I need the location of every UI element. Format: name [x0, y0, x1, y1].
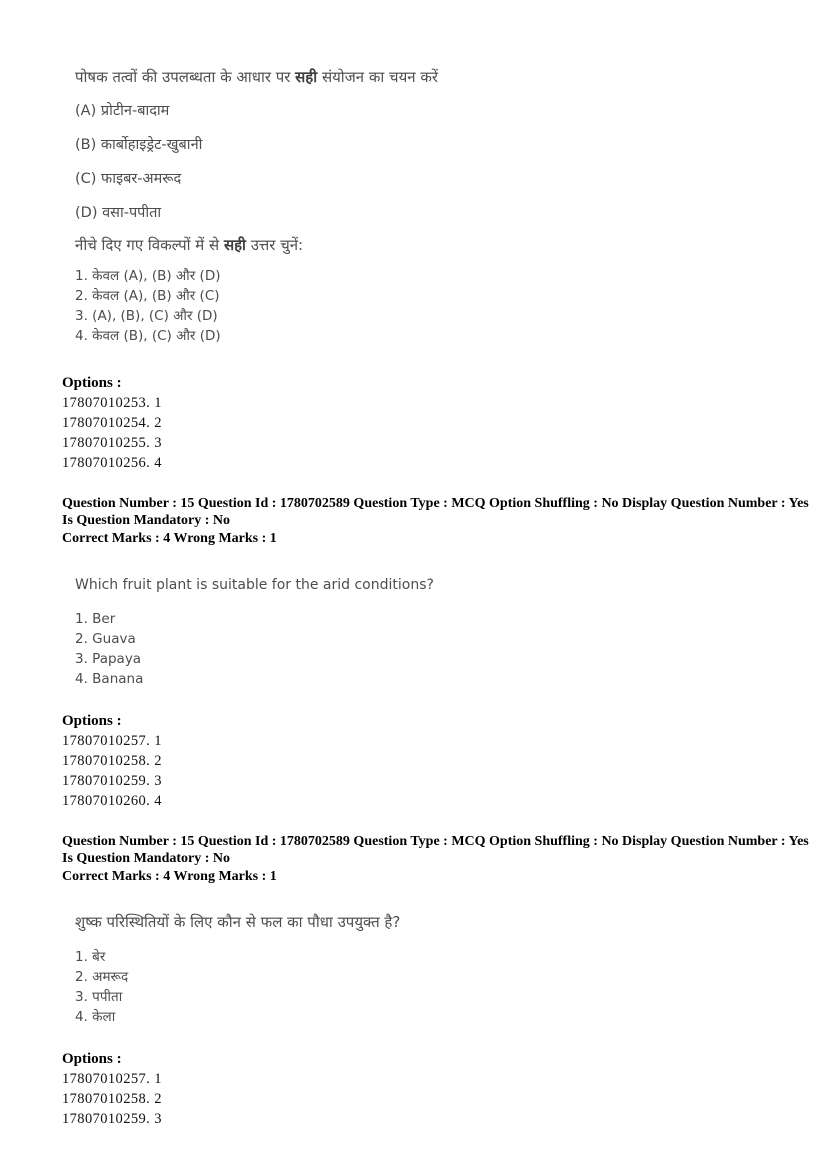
- question-meta-block-1: [62, 495, 826, 547]
- option-id-item: 17807010253. 1: [62, 395, 162, 411]
- choice-item-4: 4. केला: [75, 1009, 116, 1025]
- option-id-item: 17807010254. 2: [62, 415, 162, 431]
- options-id-block-1: [0, 374, 826, 473]
- statement-item-a: (A) प्रोटीन-बादाम: [75, 103, 170, 119]
- meta-line: Question Number : 15 Question Id : 1780702589 Question Type : MCQ Option Shuffling : No Display Question Number : Yes: [62, 834, 809, 849]
- choice-item-1: 1. Ber: [75, 611, 116, 627]
- choice-item-3: 3. पपीता: [75, 989, 123, 1005]
- options-id-block-3: [0, 1050, 826, 1129]
- statement-item-b: (B) कार्बोहाइड्रेट-खुबानी: [75, 137, 203, 153]
- choices-list: [75, 266, 826, 346]
- option-id-item: 17807010257. 1: [62, 1071, 162, 1087]
- options-label: Options :: [62, 375, 122, 391]
- question-meta-block-2: [62, 833, 826, 885]
- question-text-suffix: संयोजन का चयन करें: [317, 68, 439, 86]
- question-text: [75, 68, 826, 86]
- question-block-hindi-arid: [0, 913, 826, 1027]
- meta-line: Question Number : 15 Question Id : 1780702589 Question Type : MCQ Option Shuffling : No Display Question Number : Yes: [62, 496, 809, 511]
- statement-item-c: (C) फाइबर-अमरूद: [75, 171, 182, 187]
- meta-line: Is Question Mandatory : No: [62, 513, 231, 528]
- question-text: Which fruit plant is suitable for the arid conditions?: [75, 577, 434, 593]
- instruction-text: [75, 236, 826, 254]
- options-id-block-2: [0, 712, 826, 811]
- marks-line: Correct Marks : 4 Wrong Marks : 1: [62, 869, 277, 884]
- option-id-item: 17807010257. 1: [62, 733, 162, 749]
- marks-line: Correct Marks : 4 Wrong Marks : 1: [62, 531, 277, 546]
- choice-item-2: 2. Guava: [75, 631, 136, 647]
- option-id-item: 17807010258. 2: [62, 753, 162, 769]
- instruction-bold-word: सही: [223, 236, 246, 254]
- choice-item-4: 4. केवल (B), (C) और (D): [75, 328, 221, 344]
- choice-item-4: 4. Banana: [75, 671, 144, 687]
- option-id-item: 17807010258. 2: [62, 1091, 162, 1107]
- instruction-suffix: उत्तर चुनें:: [245, 236, 304, 254]
- choice-item-3: 3. Papaya: [75, 651, 142, 667]
- choice-item-1: 1. बेर: [75, 949, 106, 965]
- instruction-prefix: नीचे दिए गए विकल्पों में से: [75, 236, 224, 254]
- options-label: Options :: [62, 713, 122, 729]
- option-id-item: 17807010259. 3: [62, 1111, 162, 1127]
- option-id-item: 17807010255. 3: [62, 435, 162, 451]
- option-id-item: 17807010259. 3: [62, 773, 162, 789]
- question-text-bold-word: सही: [295, 68, 318, 86]
- choices-list: [75, 947, 826, 1027]
- options-label: Options :: [62, 1051, 122, 1067]
- question-block-hindi-combination: [0, 68, 826, 346]
- choice-item-2: 2. अमरूद: [75, 969, 129, 985]
- option-id-item: 17807010260. 4: [62, 793, 162, 809]
- statement-item-d: (D) वसा-पपीता: [75, 205, 162, 221]
- question-text-prefix: पोषक तत्वों की उपलब्धता के आधार पर: [75, 68, 296, 86]
- choice-item-3: 3. (A), (B), (C) और (D): [75, 308, 218, 324]
- option-id-item: 17807010256. 4: [62, 455, 162, 471]
- choice-item-2: 2. केवल (A), (B) और (C): [75, 288, 220, 304]
- question-block-english-arid: [0, 577, 826, 689]
- choices-list: [75, 609, 826, 689]
- meta-line: Is Question Mandatory : No: [62, 851, 231, 866]
- question-text: शुष्क परिस्थितियों के लिए कौन से फल का पौधा उपयुक्त है?: [75, 913, 401, 931]
- choice-item-1: 1. केवल (A), (B) और (D): [75, 268, 221, 284]
